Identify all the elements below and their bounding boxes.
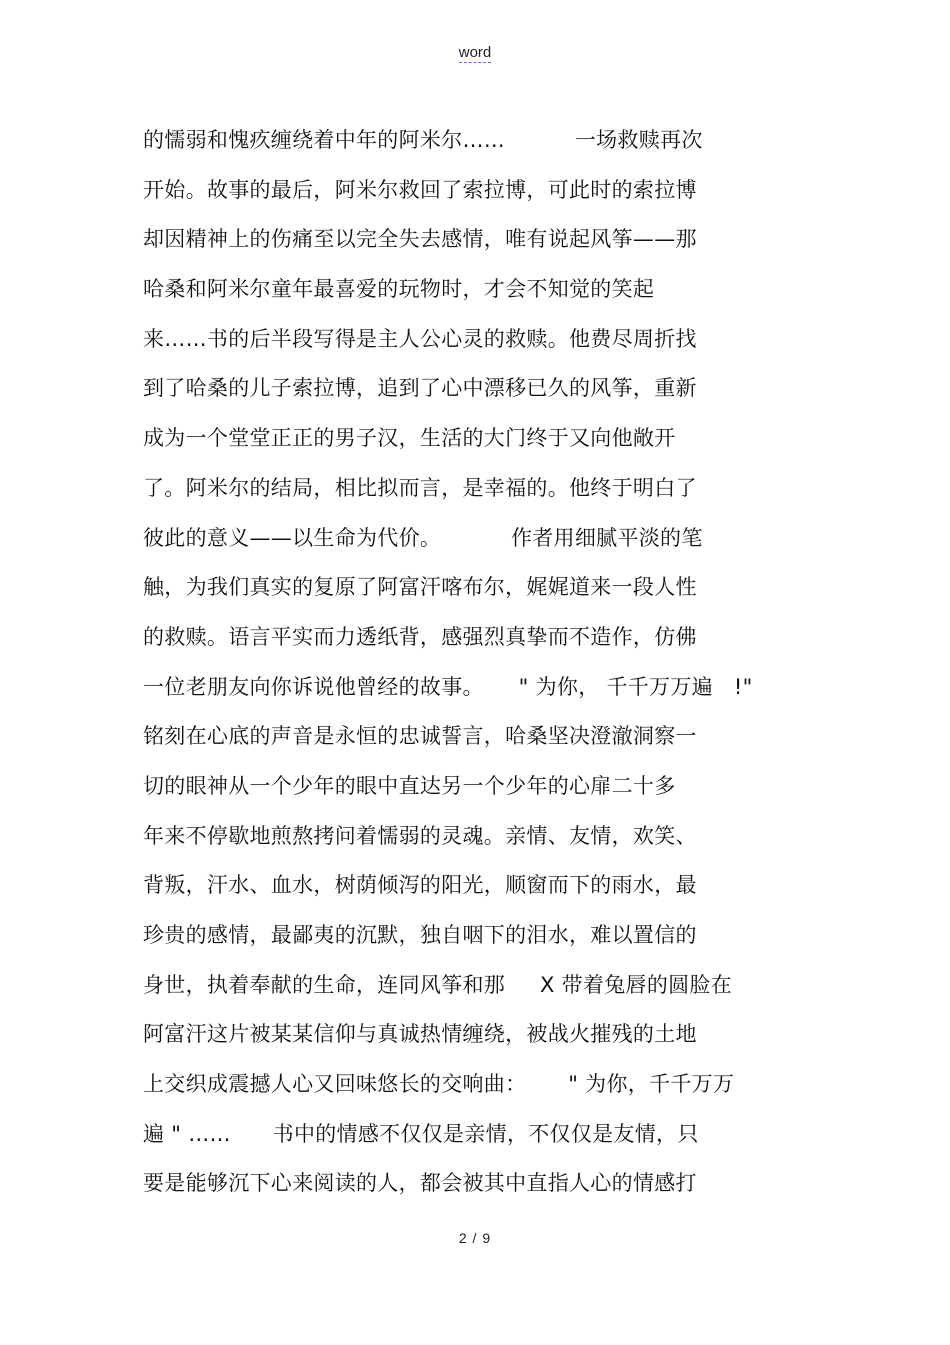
page-number: 2 / 9 [458, 1230, 492, 1246]
text-line: 的懦弱和愧疚缠绕着中年的阿米尔…… 一场救赎再次 [143, 128, 703, 152]
text-line: 彼此的意义——以生命为代价。 作者用细腻平淡的笔 [143, 525, 703, 550]
text-line: 珍贵的感情，最鄙夷的沉默，独自咽下的泪水，难以置信的 [143, 923, 697, 947]
text-line: 切的眼神从一个少年的眼中直达另一个少年的心扉二十多 [143, 773, 676, 798]
text-line: 年来不停歇地煎熬拷问着懦弱的灵魂。亲情、友情，欢笑、 [143, 823, 697, 848]
text-line: 铭刻在心底的声音是永恒的忠诚誓言，哈桑坚决澄澈洞察一 [143, 724, 697, 749]
text-line: 遍 " …… 书中的情感不仅仅是亲情，不仅仅是友情，只 [143, 1121, 699, 1146]
text-line: 一位老朋友向你诉说他曾经的故事。 " 为你， 千千万万遍 !" [143, 674, 753, 699]
page-header [0, 44, 950, 61]
text-line: 开始。故事的最后，阿米尔救回了索拉博，可此时的索拉博 [143, 177, 697, 202]
text-line: 阿富汗这片被某某信仰与真诚热情缠绕，被战火摧残的土地 [143, 1022, 697, 1047]
text-line: 身世，执着奉献的生命，连同风筝和那 X 带着兔唇的圆脸在 [143, 972, 733, 997]
text-line: 哈桑和阿米尔童年最喜爱的玩物时，才会不知觉的笑起 [143, 277, 655, 302]
text-line: 触，为我们真实的复原了阿富汗喀布尔，娓娓道来一段人性 [143, 575, 697, 600]
text-line: 了。阿米尔的结局，相比拟而言，是幸福的。他终于明白了 [143, 475, 697, 500]
text-line: 背叛，汗水、血水，树荫倾泻的阳光，顺窗而下的雨水，最 [143, 873, 697, 898]
text-line: 成为一个堂堂正正的男子汉，生活的大门终于又向他敞开 [143, 426, 676, 451]
body-text [143, 116, 843, 1209]
text-line: 上交织成震撼人心又回味悠长的交响曲： " 为你，千千万万 [143, 1072, 735, 1097]
text-line: 却因精神上的伤痛至以完全失去感情，唯有说起风筝——那 [143, 227, 697, 252]
header-label: word [458, 44, 492, 61]
text-line: 要是能够沉下心来阅读的人，都会被其中直指人心的情感打 [143, 1171, 697, 1196]
text-line: 到了哈桑的儿子索拉博，追到了心中漂移已久的风筝，重新 [143, 376, 697, 401]
text-line: 来……书的后半段写得是主人公心灵的救赎。他费尽周折找 [143, 326, 697, 351]
text-line: 的救赎。语言平实而力透纸背，感强烈真挚而不造作，仿佛 [143, 624, 697, 649]
